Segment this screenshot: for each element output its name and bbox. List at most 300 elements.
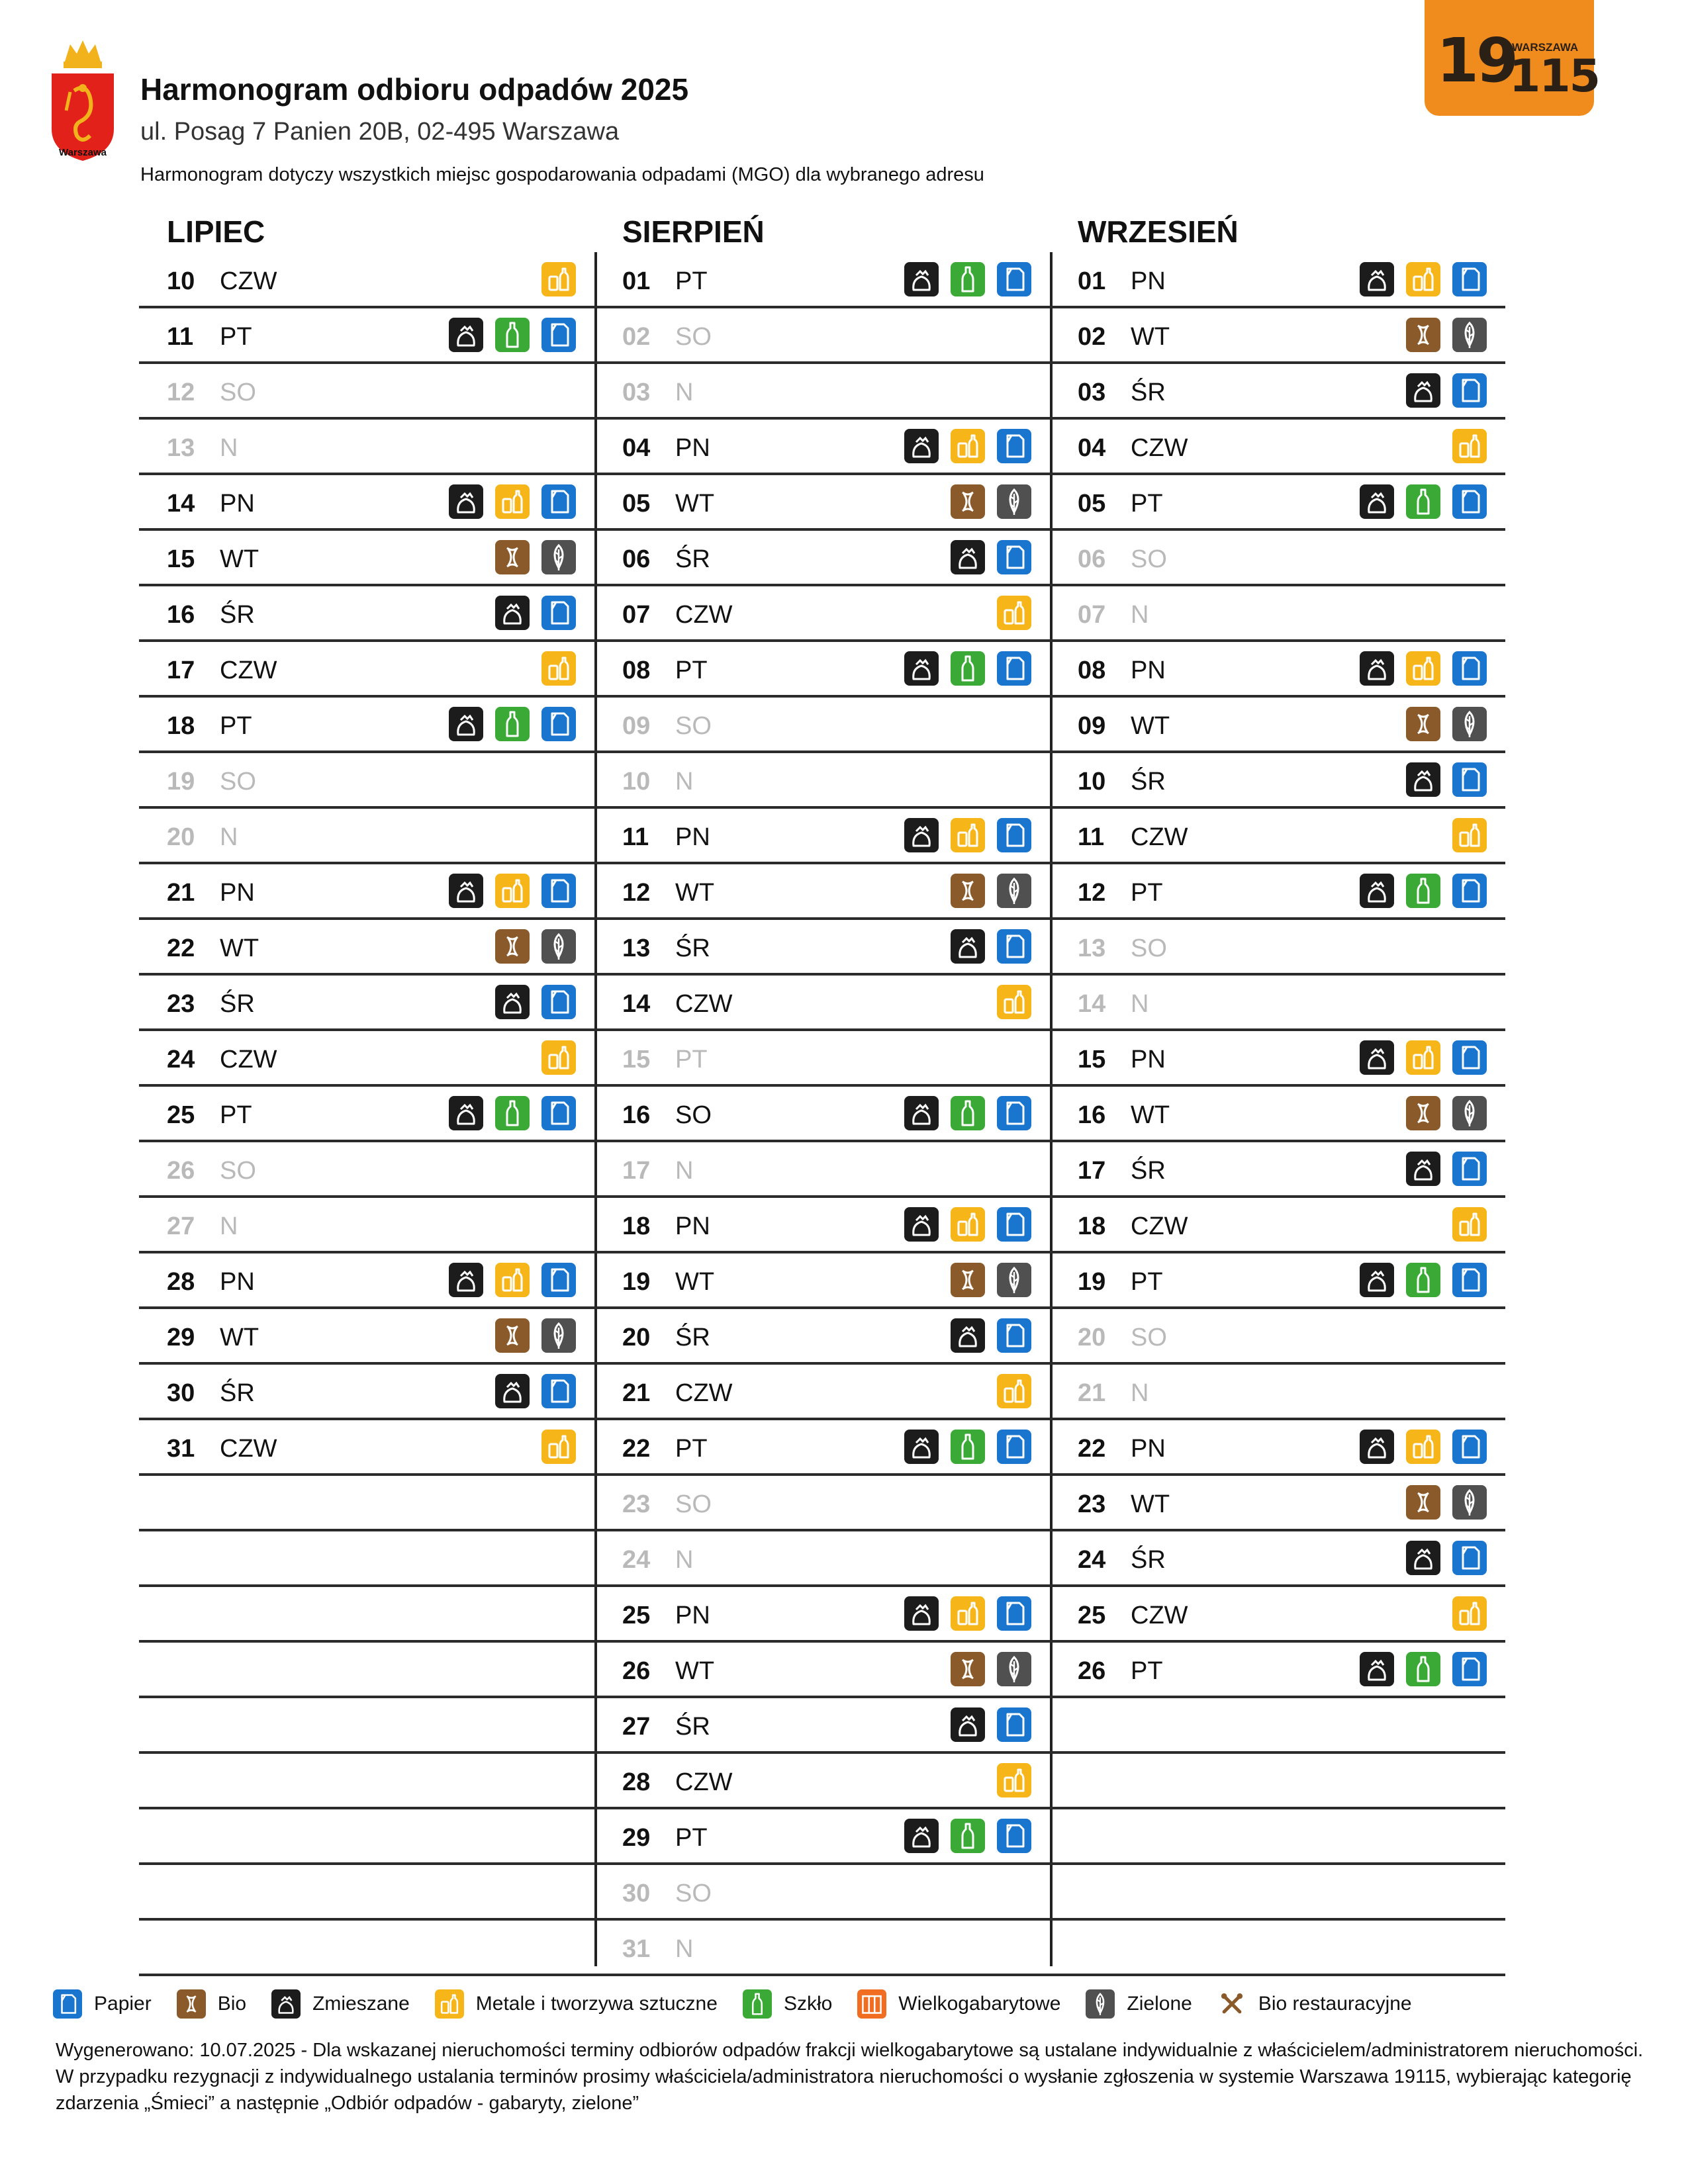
day-row: [139, 531, 594, 586]
day-row: [594, 308, 1050, 364]
papier-icon: [997, 651, 1031, 686]
waste-icons: [449, 1263, 576, 1297]
day-row: [1050, 475, 1505, 531]
waste-icons: [541, 651, 576, 686]
weekday: PT: [1131, 490, 1163, 518]
bio-icon: [1406, 1485, 1440, 1520]
zmieszane-icon: [1360, 1430, 1394, 1464]
szklo-icon: [495, 707, 530, 741]
weekday: N: [220, 434, 238, 462]
zmieszane-icon: [495, 596, 530, 630]
day-row: [1050, 1587, 1505, 1643]
legend-item-wielkogabarytowe: [857, 1989, 1060, 2019]
metale-icon: [951, 1596, 985, 1631]
day-number: 14: [1078, 990, 1106, 1018]
day-number: 09: [622, 712, 651, 740]
day-row: [594, 531, 1050, 586]
badge-115: 115: [1509, 50, 1599, 103]
weekday: PT: [675, 1046, 708, 1073]
legend-item-zmieszane: [271, 1989, 410, 2019]
weekday: CZW: [220, 657, 277, 684]
weekday: N: [675, 1546, 694, 1574]
day-row: [139, 1309, 594, 1365]
day-number: 22: [622, 1435, 651, 1463]
weekday: SO: [220, 379, 256, 406]
day-row: [139, 1198, 594, 1253]
weekday: ŚR: [1131, 1546, 1166, 1574]
day-number: 12: [167, 379, 195, 406]
metale-icon: [435, 1989, 464, 2019]
day-row: [594, 698, 1050, 753]
papier-icon: [997, 1096, 1031, 1130]
zmieszane-icon: [951, 1318, 985, 1353]
papier-icon: [541, 484, 576, 519]
bio-icon: [951, 874, 985, 908]
weekday: ŚR: [220, 1379, 255, 1407]
waste-icons: [951, 1652, 1031, 1686]
waste-icons: [449, 318, 576, 352]
weekday: WT: [1131, 1490, 1170, 1518]
metale-icon: [1406, 1040, 1440, 1075]
month-column: [1050, 210, 1505, 1976]
day-row: [139, 1031, 594, 1087]
szklo-icon: [1406, 484, 1440, 519]
weekday: WT: [220, 1324, 259, 1351]
waste-icons: [951, 1318, 1031, 1353]
weekday: WT: [675, 879, 715, 907]
metale-icon: [997, 1763, 1031, 1797]
weekday: CZW: [1131, 823, 1188, 851]
zmieszane-icon: [271, 1989, 301, 2019]
waste-icons: [1452, 1207, 1487, 1242]
zmieszane-icon: [904, 1819, 939, 1853]
day-number: 12: [1078, 879, 1106, 907]
weekday: ŚR: [220, 601, 255, 629]
day-number: 15: [1078, 1046, 1106, 1073]
zmieszane-icon: [449, 1096, 483, 1130]
day-row: [594, 1031, 1050, 1087]
day-row: [139, 864, 594, 920]
papier-icon: [1452, 1652, 1487, 1686]
weekday: N: [675, 1157, 694, 1185]
waste-icons: [495, 1374, 576, 1408]
weekday: N: [675, 768, 694, 796]
legend-label: Papier: [94, 1993, 152, 2015]
papier-icon: [997, 1430, 1031, 1464]
day-row: [594, 1643, 1050, 1698]
day-number: 30: [622, 1880, 651, 1907]
waste-icons: [904, 1819, 1031, 1853]
papier-icon: [1452, 1541, 1487, 1575]
day-number: 29: [167, 1324, 195, 1351]
weekday: SO: [675, 712, 712, 740]
day-row: [594, 976, 1050, 1031]
day-row: [1050, 809, 1505, 864]
bio-icon: [951, 1263, 985, 1297]
szklo-icon: [951, 1430, 985, 1464]
day-number: 13: [1078, 934, 1106, 962]
day-row: [1050, 1031, 1505, 1087]
weekday: ŚR: [1131, 1157, 1166, 1185]
day-row: [139, 1142, 594, 1198]
waste-icons: [1360, 1263, 1487, 1297]
weekday: SO: [220, 1157, 256, 1185]
papier-icon: [997, 818, 1031, 852]
day-number: 07: [622, 601, 651, 629]
empty-row: [1050, 1809, 1505, 1865]
zmieszane-icon: [1360, 1263, 1394, 1297]
weekday: CZW: [675, 1768, 733, 1796]
szklo-icon: [951, 1819, 985, 1853]
legend-item-metale: [435, 1989, 718, 2019]
warszawa-crest-logo: [46, 36, 119, 162]
papier-icon: [997, 262, 1031, 296]
day-row: [594, 1198, 1050, 1253]
zmieszane-icon: [449, 1263, 483, 1297]
day-row: [139, 420, 594, 475]
legend-label: Metale i tworzywa sztuczne: [475, 1993, 718, 2015]
day-number: 15: [167, 545, 195, 573]
papier-icon: [541, 596, 576, 630]
waste-icons: [904, 1207, 1031, 1242]
day-number: 19: [167, 768, 195, 796]
day-row: [1050, 1476, 1505, 1531]
weekday: PN: [675, 434, 710, 462]
day-number: 20: [622, 1324, 651, 1351]
waste-icons: [1406, 1096, 1487, 1130]
day-row: [594, 1365, 1050, 1420]
zmieszane-icon: [1406, 762, 1440, 797]
weekday: PT: [675, 1435, 708, 1463]
waste-icons: [449, 874, 576, 908]
waste-icons: [997, 596, 1031, 630]
weekday: PN: [220, 879, 255, 907]
day-row: [594, 864, 1050, 920]
papier-icon: [1452, 762, 1487, 797]
metale-icon: [997, 596, 1031, 630]
zielone-icon: [1452, 1485, 1487, 1520]
empty-row: [139, 1643, 594, 1698]
legend-label: Szkło: [783, 1993, 833, 2015]
month-title: WRZESIEŃ: [1078, 214, 1239, 249]
papier-icon: [1452, 262, 1487, 296]
legend-label: Bio restauracyjne: [1258, 1993, 1412, 2015]
weekday: ŚR: [675, 1324, 710, 1351]
metale-icon: [541, 1040, 576, 1075]
day-row: [139, 642, 594, 698]
day-row: [594, 364, 1050, 420]
zmieszane-icon: [1360, 262, 1394, 296]
day-row: [594, 1921, 1050, 1976]
weekday: PT: [220, 712, 252, 740]
papier-icon: [997, 1318, 1031, 1353]
zielone-icon: [997, 484, 1031, 519]
legend-label: Bio: [217, 1993, 247, 2015]
weekday: WT: [675, 1268, 715, 1296]
day-row: [594, 1754, 1050, 1809]
papier-icon: [1452, 1263, 1487, 1297]
day-row: [1050, 1087, 1505, 1142]
day-number: 03: [1078, 379, 1106, 406]
weekday: PN: [675, 823, 710, 851]
waste-icons: [1360, 651, 1487, 686]
metale-icon: [541, 1430, 576, 1464]
zmieszane-icon: [495, 1374, 530, 1408]
metale-icon: [951, 1207, 985, 1242]
zmieszane-icon: [904, 818, 939, 852]
waste-icons: [1360, 1430, 1487, 1464]
day-row: [1050, 1198, 1505, 1253]
day-number: 22: [1078, 1435, 1106, 1463]
waste-icons: [951, 540, 1031, 574]
day-row: [139, 753, 594, 809]
day-row: [594, 1531, 1050, 1587]
metale-icon: [951, 818, 985, 852]
day-row: [139, 253, 594, 308]
zielone-icon: [997, 874, 1031, 908]
day-number: 10: [622, 768, 651, 796]
day-number: 29: [622, 1824, 651, 1852]
waste-icons: [1406, 373, 1487, 408]
waste-icons: [1452, 1596, 1487, 1631]
day-number: 17: [1078, 1157, 1106, 1185]
day-row: [594, 1253, 1050, 1309]
weekday: N: [220, 1212, 238, 1240]
day-number: 10: [1078, 768, 1106, 796]
zmieszane-icon: [904, 1207, 939, 1242]
metale-icon: [951, 429, 985, 463]
waste-icons: [1452, 429, 1487, 463]
day-row: [594, 809, 1050, 864]
day-row: [1050, 531, 1505, 586]
day-number: 11: [622, 823, 649, 851]
weekday: CZW: [675, 990, 733, 1018]
zielone-icon: [997, 1263, 1031, 1297]
empty-row: [1050, 1865, 1505, 1921]
day-number: 28: [622, 1768, 651, 1796]
waste-icons: [951, 929, 1031, 964]
weekday: SO: [1131, 545, 1167, 573]
day-number: 04: [622, 434, 651, 462]
zmieszane-icon: [1406, 1541, 1440, 1575]
badge-caption: WARSZAWA: [1512, 41, 1579, 54]
day-number: 16: [622, 1101, 651, 1129]
day-row: [139, 920, 594, 976]
szklo-icon: [1406, 1652, 1440, 1686]
day-row: [1050, 308, 1505, 364]
day-number: 23: [622, 1490, 651, 1518]
day-row: [594, 920, 1050, 976]
weekday: PT: [1131, 879, 1163, 907]
papier-icon: [1452, 651, 1487, 686]
day-row: [1050, 976, 1505, 1031]
metale-icon: [495, 874, 530, 908]
day-number: 01: [1078, 267, 1106, 295]
waste-icons: [904, 818, 1031, 852]
legend-item-bio: [177, 1989, 246, 2019]
papier-icon: [997, 1207, 1031, 1242]
day-number: 13: [167, 434, 195, 462]
szklo-icon: [495, 1096, 530, 1130]
bio-icon: [495, 929, 530, 964]
weekday: CZW: [220, 1046, 277, 1073]
weekday: PN: [1131, 1046, 1166, 1073]
waste-icons: [997, 985, 1031, 1019]
metale-icon: [1406, 651, 1440, 686]
day-number: 19: [1078, 1268, 1106, 1296]
day-number: 16: [1078, 1101, 1106, 1129]
day-number: 02: [622, 323, 651, 351]
zmieszane-icon: [1360, 874, 1394, 908]
papier-icon: [1452, 874, 1487, 908]
weekday: PT: [220, 323, 252, 351]
day-number: 21: [622, 1379, 651, 1407]
day-number: 14: [167, 490, 195, 518]
day-row: [1050, 1420, 1505, 1476]
szklo-icon: [743, 1989, 772, 2019]
papier-icon: [541, 874, 576, 908]
day-number: 24: [167, 1046, 195, 1073]
empty-row: [139, 1865, 594, 1921]
month-title: SIERPIEŃ: [622, 214, 765, 249]
day-number: 25: [167, 1101, 195, 1129]
waste-icons: [495, 929, 576, 964]
day-row: [594, 1698, 1050, 1754]
waste-icons: [1360, 874, 1487, 908]
badge-19: 19: [1436, 25, 1517, 96]
day-row: [594, 586, 1050, 642]
day-row: [139, 1420, 594, 1476]
day-row: [139, 586, 594, 642]
papier-icon: [1452, 373, 1487, 408]
waste-icons: [904, 651, 1031, 686]
day-row: [594, 253, 1050, 308]
day-number: 08: [1078, 657, 1106, 684]
day-row: [594, 1865, 1050, 1921]
address: ul. Posag 7 Panien 20B, 02-495 Warszawa: [140, 118, 620, 146]
weekday: PT: [1131, 1268, 1163, 1296]
papier-icon: [541, 707, 576, 741]
waste-icons: [495, 1318, 576, 1353]
weekday: WT: [1131, 1101, 1170, 1129]
day-number: 24: [1078, 1546, 1106, 1574]
weekday: WT: [675, 1657, 715, 1685]
weekday: SO: [220, 768, 256, 796]
waste-icons: [541, 1040, 576, 1075]
weekday: ŚR: [675, 1713, 710, 1741]
waste-icons: [1360, 1652, 1487, 1686]
weekday: CZW: [1131, 434, 1188, 462]
zmieszane-icon: [904, 429, 939, 463]
day-row: [139, 308, 594, 364]
day-row: [1050, 1643, 1505, 1698]
day-row: [1050, 420, 1505, 475]
day-row: [594, 1420, 1050, 1476]
zmieszane-icon: [1406, 373, 1440, 408]
day-row: [1050, 1142, 1505, 1198]
day-number: 26: [1078, 1657, 1106, 1685]
papier-icon: [541, 318, 576, 352]
metale-icon: [997, 985, 1031, 1019]
day-row: [1050, 1365, 1505, 1420]
weekday: WT: [220, 545, 259, 573]
weekday: CZW: [1131, 1212, 1188, 1240]
day-number: 25: [622, 1602, 651, 1629]
day-row: [594, 1142, 1050, 1198]
weekday: N: [1131, 990, 1149, 1018]
zmieszane-icon: [449, 874, 483, 908]
papier-icon: [997, 1819, 1031, 1853]
zmieszane-icon: [449, 318, 483, 352]
legend: [53, 1985, 1437, 2023]
weekday: PT: [675, 1824, 708, 1852]
weekday: PN: [1131, 267, 1166, 295]
legend-item-szklo: [743, 1989, 832, 2019]
waste-icons: [449, 1096, 576, 1130]
month-column: [594, 210, 1050, 1976]
zmieszane-icon: [1360, 484, 1394, 519]
day-number: 05: [622, 490, 651, 518]
papier-icon: [997, 540, 1031, 574]
legend-label: Zmieszane: [312, 1993, 410, 2015]
waste-icons: [1360, 484, 1487, 519]
weekday: PN: [1131, 1435, 1166, 1463]
weekday: SO: [1131, 934, 1167, 962]
waste-icons: [904, 1430, 1031, 1464]
empty-row: [139, 1754, 594, 1809]
waste-icons: [1406, 1152, 1487, 1186]
waste-icons: [1360, 262, 1487, 296]
waste-icons: [541, 1430, 576, 1464]
zmieszane-icon: [904, 651, 939, 686]
weekday: CZW: [220, 1435, 277, 1463]
weekday: N: [675, 1935, 694, 1963]
metale-icon: [1452, 1207, 1487, 1242]
bio-icon: [1406, 707, 1440, 741]
waste-icons: [1406, 1541, 1487, 1575]
page-title: Harmonogram odbioru odpadów 2025: [140, 72, 689, 107]
papier-icon: [997, 429, 1031, 463]
day-row: [139, 1365, 594, 1420]
zmieszane-icon: [951, 540, 985, 574]
day-row: [1050, 364, 1505, 420]
papier-icon: [1452, 484, 1487, 519]
day-row: [1050, 920, 1505, 976]
day-number: 24: [622, 1546, 651, 1574]
bio-icon: [495, 540, 530, 574]
metale-icon: [1406, 262, 1440, 296]
day-number: 07: [1078, 601, 1106, 629]
day-number: 11: [1078, 823, 1105, 851]
day-row: [1050, 642, 1505, 698]
empty-row: [139, 1476, 594, 1531]
warszawa-19115-badge: [1425, 0, 1599, 116]
waste-icons: [1406, 707, 1487, 741]
weekday: N: [675, 379, 694, 406]
weekday: PN: [1131, 657, 1166, 684]
waste-icons: [449, 707, 576, 741]
waste-icons: [1406, 318, 1487, 352]
legend-label: Zielone: [1127, 1993, 1192, 2015]
bio-restauracyjne-icon: [1217, 1989, 1246, 2019]
weekday: PT: [1131, 1657, 1163, 1685]
legend-label: Wielkogabarytowe: [898, 1993, 1061, 2015]
bio-icon: [951, 484, 985, 519]
day-number: 25: [1078, 1602, 1106, 1629]
day-row: [1050, 586, 1505, 642]
day-row: [139, 698, 594, 753]
weekday: N: [1131, 601, 1149, 629]
